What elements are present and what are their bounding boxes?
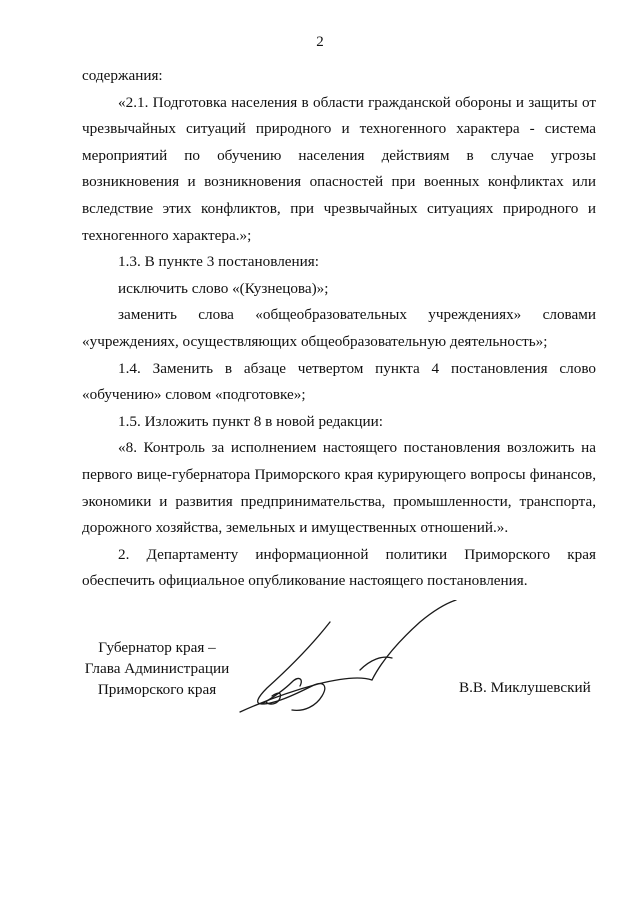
paragraph-2-1-definition: «2.1. Подготовка населения в области гражданской обороны и защиты от чрезвычайных ситуаций природного и техногенного характера - система мероприятий по обучению населения действиям в случае угрозы возникновения и возникновения опасностей при военных конфликтах или вследствие этих конфликтов, при чрезвычайных ситуациях природного и техногенного характера.»; [82,93,596,244]
paragraph-1-3: 1.3. В пункте 3 постановления: [118,253,319,271]
paragraph-point-8: «8. Контроль за исполнением настоящего постановления возложить на первого вице-губернатора Приморского края курирующего вопросы финансов, экономики и развития предпринимательства, промышленности, транспорта, дорожного хозяйства, земельных и имущественных отношений.». [82,439,596,537]
paragraph-1-5: 1.5. Изложить пункт 8 в новой редакции: [118,412,384,430]
paragraph-continuation: содержания: [82,67,163,84]
signatory-title-line2: Глава Администрации [84,660,230,677]
paragraph-2-publication: 2. Департаменту информационной политики Приморского края обеспечить официальное опубликование настоящего постановления. [82,545,596,590]
signatory-name: В.В. Миклушевский [459,679,591,696]
paragraph-exclude-word: исключить слово «(Кузнецова)»; [118,279,329,297]
handwritten-signature [232,600,462,730]
document-body [82,63,596,595]
signatory-title-line1: Губернатор края – [98,639,216,656]
page-number: 2 [316,34,324,50]
paragraph-replace-words: заменить слова «общеобразовательных учреждениях» словами «учреждениях, осуществляющих общеобразовательную деятельность»; [82,306,596,350]
signatory-title [82,637,232,700]
signatory-title-line3: Приморского края [97,681,217,698]
paragraph-1-4: 1.4. Заменить в абзаце четвертом пункта 4 постановления слово «обучению» словом «подготовке»; [82,359,596,404]
